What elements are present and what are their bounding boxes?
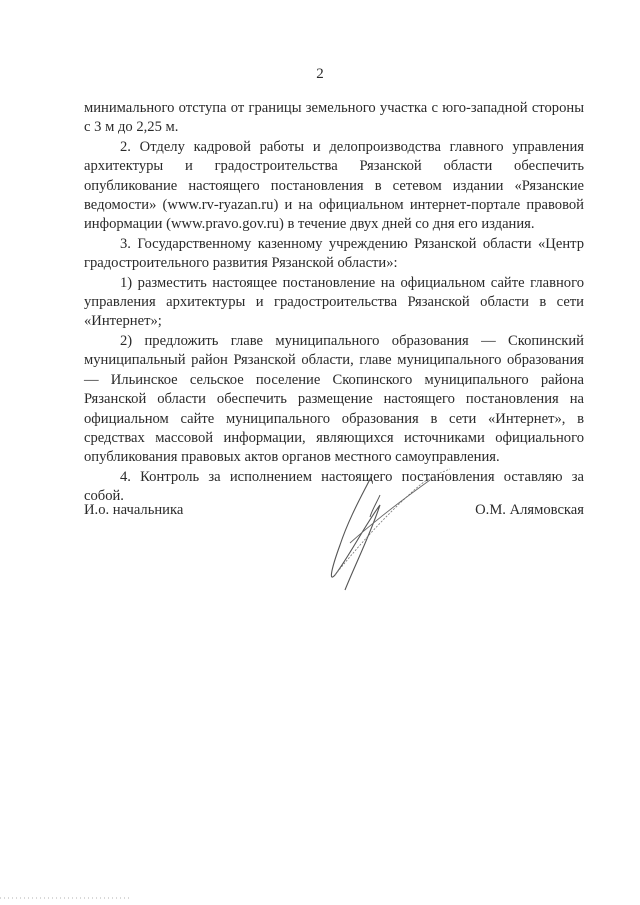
scan-artifact-dots — [0, 895, 140, 901]
paragraph-3: 3. Государственному казенному учреждению Рязанской области «Центр градостроительного развития Рязанской области»: — [84, 235, 584, 272]
paragraph-2: 2. Отделу кадровой работы и делопроизводства главного управления архитектуры и градостроительства Рязанской области обеспечить опубликование настоящего постановления в сетевом издании «Рязанские ведомости» (www.rv-ryazan.ru) и на официальном интернет-портале правовой информации (www.pravo.gov.ru) в течение двух дней со дня его издания. — [84, 138, 584, 233]
paragraph-4: 4. Контроль за исполнением настоящего постановления оставляю за собой. — [84, 468, 584, 505]
handwritten-signature — [310, 455, 460, 605]
document-body — [84, 99, 584, 507]
page-number: 2 — [316, 66, 324, 82]
signer-name: О.М. Алямовская — [475, 502, 584, 518]
paragraph-3-item-1: 1) разместить настоящее постановление на официальном сайте главного управления архитектуры и градостроительства Рязанской области в сети «Интернет»; — [84, 274, 584, 330]
signer-title: И.о. начальника — [84, 502, 184, 518]
paragraph-continuation: минимального отступа от границы земельного участка с юго-западной стороны с 3 м до 2,25 м. — [84, 100, 584, 136]
paragraph-3-item-2: 2) предложить главе муниципального образования — Скопинский муниципальный район Рязанской области, главе муниципального образования — Ильинское сельское поселение Скопинского муниципального района Рязанской области обеспечить размещение настоящего постановления на официальном сайте муниципального образования в сети «Интернет», в средствах массовой информации, являющихся источниками официального опубликования правовых актов органов местного самоуправления. — [84, 332, 584, 466]
